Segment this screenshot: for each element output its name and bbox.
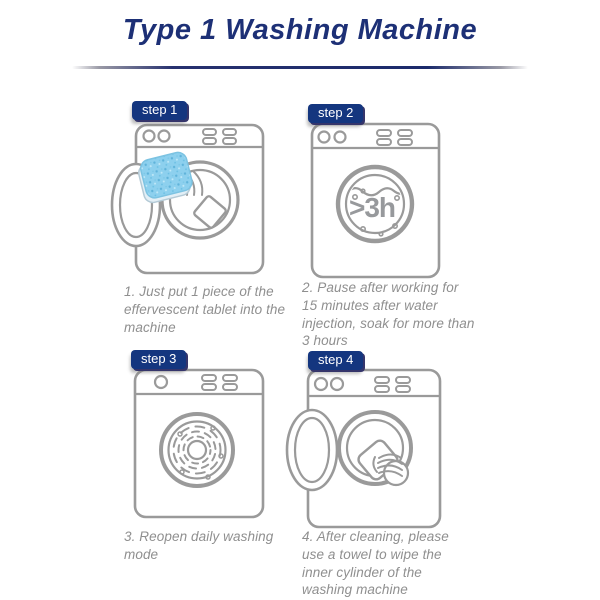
step3-badge: step 3 — [131, 350, 186, 369]
page-title: Type 1 Washing Machine — [122, 14, 478, 46]
washing-machine-step3-icon — [118, 366, 278, 524]
title-underline — [72, 66, 528, 69]
washing-machine-step2-icon — [300, 118, 460, 280]
washing-machine-step4-icon — [283, 366, 458, 531]
step3-caption: 3. Reopen daily washing mode — [124, 529, 274, 562]
soak-time-label: >3h — [349, 192, 396, 223]
step2-badge: step 2 — [308, 104, 363, 123]
step1-caption: 1. Just put 1 piece of the effervescent tablet into the machine — [124, 284, 286, 335]
step4-caption: 4. After cleaning, please use a towel to wipe the inner cylinder of the washing machine — [302, 529, 449, 598]
step1-badge: step 1 — [132, 101, 187, 120]
open-door-icon — [287, 410, 337, 490]
washing-machine-step1-icon — [103, 118, 278, 278]
step2-caption: 2. Pause after working for 15 minutes after water injection, soak for more than 3 hours — [302, 280, 475, 349]
step4-badge: step 4 — [308, 351, 363, 370]
